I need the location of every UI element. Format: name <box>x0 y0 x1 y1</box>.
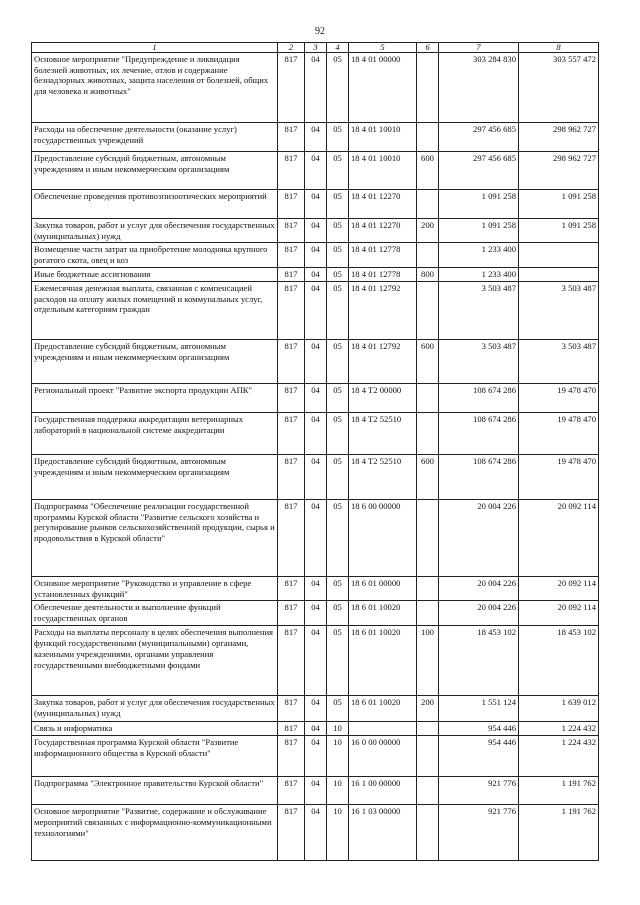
row-amount-year2: 3 503 487 <box>519 339 599 383</box>
row-section: 04 <box>305 576 327 600</box>
row-target-article: 18 6 01 10020 <box>349 601 417 626</box>
table-row <box>32 696 599 722</box>
row-grbs: 817 <box>278 267 305 281</box>
table-row <box>32 626 599 696</box>
row-target-article: 16 0 00 00000 <box>349 736 417 777</box>
budget-table <box>31 42 599 861</box>
row-name: Подпрограмма "Электронное правительство Курской области" <box>32 777 278 805</box>
row-amount-year2: 19 478 470 <box>519 383 599 412</box>
row-section: 04 <box>305 243 327 267</box>
table-row <box>32 777 599 805</box>
row-target-article: 18 4 01 12778 <box>349 243 417 267</box>
table-row <box>32 499 599 576</box>
row-amount-year2: 298 962 727 <box>519 123 599 152</box>
row-target-article: 18 4 01 12792 <box>349 339 417 383</box>
row-expense-type: 600 <box>417 152 439 190</box>
row-target-article: 16 1 03 00000 <box>349 805 417 861</box>
row-subsection: 10 <box>327 777 349 805</box>
row-grbs: 817 <box>278 805 305 861</box>
row-section: 04 <box>305 777 327 805</box>
row-target-article: 18 6 01 00000 <box>349 576 417 600</box>
row-amount-year1: 1 233 400 <box>439 243 519 267</box>
row-amount-year1: 1 233 400 <box>439 267 519 281</box>
row-target-article: 18 4 01 10010 <box>349 123 417 152</box>
row-subsection: 05 <box>327 696 349 722</box>
row-grbs: 817 <box>278 243 305 267</box>
row-target-article: 18 6 01 10020 <box>349 696 417 722</box>
table-row <box>32 722 599 736</box>
row-name: Связь и информатика <box>32 722 278 736</box>
table-row <box>32 412 599 454</box>
row-name: Предоставление субсидий бюджетным, автономным учреждениям и иным некоммерческим организациям <box>32 339 278 383</box>
row-grbs: 817 <box>278 123 305 152</box>
row-amount-year1: 108 674 286 <box>439 412 519 454</box>
row-expense-type: 100 <box>417 626 439 696</box>
row-expense-type <box>417 777 439 805</box>
row-amount-year2: 19 478 470 <box>519 454 599 499</box>
row-amount-year2: 1 191 762 <box>519 777 599 805</box>
row-name: Закупка товаров, работ и услуг для обеспечения государственных (муниципальных) нужд <box>32 696 278 722</box>
row-grbs: 817 <box>278 339 305 383</box>
row-amount-year2: 19 478 470 <box>519 412 599 454</box>
row-name: Закупка товаров, работ и услуг для обеспечения государственных (муниципальных) нужд <box>32 219 278 243</box>
row-amount-year1: 20 004 226 <box>439 499 519 576</box>
table-row <box>32 267 599 281</box>
row-grbs: 817 <box>278 736 305 777</box>
row-subsection: 05 <box>327 626 349 696</box>
row-subsection: 05 <box>327 281 349 339</box>
row-subsection: 10 <box>327 722 349 736</box>
row-section: 04 <box>305 736 327 777</box>
row-expense-type: 600 <box>417 454 439 499</box>
row-amount-year1: 921 776 <box>439 777 519 805</box>
row-amount-year1: 297 456 685 <box>439 123 519 152</box>
row-expense-type <box>417 412 439 454</box>
row-name: Подпрограмма "Обеспечение реализации государственной программы Курской области "Развитие сельского хозяйства и регулирование рынков сельскохозяйственной продукции, сырья и продовольствия в Курской области" <box>32 499 278 576</box>
row-amount-year2: 303 557 472 <box>519 53 599 123</box>
row-amount-year1: 20 004 226 <box>439 576 519 600</box>
row-amount-year2 <box>519 243 599 267</box>
row-expense-type <box>417 190 439 219</box>
row-amount-year1: 3 503 487 <box>439 281 519 339</box>
row-amount-year1: 18 453 102 <box>439 626 519 696</box>
table-row <box>32 454 599 499</box>
row-target-article: 18 4 T2 52510 <box>349 412 417 454</box>
row-section: 04 <box>305 722 327 736</box>
row-section: 04 <box>305 123 327 152</box>
row-section: 04 <box>305 190 327 219</box>
header-col-8: 8 <box>519 43 599 53</box>
row-target-article <box>349 722 417 736</box>
header-col-6: 6 <box>417 43 439 53</box>
row-section: 04 <box>305 339 327 383</box>
row-grbs: 817 <box>278 454 305 499</box>
row-amount-year1: 3 503 487 <box>439 339 519 383</box>
table-row <box>32 152 599 190</box>
table-row <box>32 243 599 267</box>
row-target-article: 18 4 01 12270 <box>349 219 417 243</box>
row-subsection: 10 <box>327 736 349 777</box>
row-name: Обеспечение проведения противоэпизоотических мероприятий <box>32 190 278 219</box>
row-section: 04 <box>305 281 327 339</box>
row-subsection: 05 <box>327 123 349 152</box>
row-amount-year2: 1 639 012 <box>519 696 599 722</box>
row-expense-type <box>417 805 439 861</box>
table-row <box>32 281 599 339</box>
row-amount-year1: 1 551 124 <box>439 696 519 722</box>
row-name: Основное мероприятие "Руководство и управление в сфере установленных функций" <box>32 576 278 600</box>
row-subsection: 10 <box>327 805 349 861</box>
row-amount-year2: 18 453 102 <box>519 626 599 696</box>
row-subsection: 05 <box>327 190 349 219</box>
row-subsection: 05 <box>327 339 349 383</box>
row-name: Возмещение части затрат на приобретение молодняка крупного рогатого скота, овец и коз <box>32 243 278 267</box>
row-expense-type <box>417 722 439 736</box>
row-grbs: 817 <box>278 722 305 736</box>
table-row <box>32 601 599 626</box>
row-name: Региональный проект "Развитие экспорта продукции АПК" <box>32 383 278 412</box>
row-section: 04 <box>305 499 327 576</box>
row-subsection: 05 <box>327 152 349 190</box>
row-amount-year2: 1 091 258 <box>519 219 599 243</box>
row-name: Иные бюджетные ассигнования <box>32 267 278 281</box>
row-amount-year1: 1 091 258 <box>439 190 519 219</box>
table-row <box>32 190 599 219</box>
header-col-7: 7 <box>439 43 519 53</box>
row-grbs: 817 <box>278 601 305 626</box>
row-amount-year1: 108 674 286 <box>439 454 519 499</box>
row-section: 04 <box>305 805 327 861</box>
row-section: 04 <box>305 601 327 626</box>
row-section: 04 <box>305 383 327 412</box>
row-expense-type <box>417 576 439 600</box>
row-expense-type <box>417 736 439 777</box>
row-name: Расходы на обеспечение деятельности (оказание услуг) государственных учреждений <box>32 123 278 152</box>
row-amount-year2: 20 092 114 <box>519 601 599 626</box>
page-number: 92 <box>315 26 325 37</box>
row-target-article: 18 4 T2 00000 <box>349 383 417 412</box>
row-name: Расходы на выплаты персоналу в целях обеспечения выполнения функций государственными (муниципальными) органами, казенными учреждениями, органами управления государственными внебюджетными фондами <box>32 626 278 696</box>
header-col-2: 2 <box>278 43 305 53</box>
table-row <box>32 339 599 383</box>
row-amount-year1: 303 284 830 <box>439 53 519 123</box>
row-name: Государственная программа Курской области "Развитие информационного общества в Курской области" <box>32 736 278 777</box>
row-grbs: 817 <box>278 499 305 576</box>
row-grbs: 817 <box>278 281 305 339</box>
row-subsection: 05 <box>327 243 349 267</box>
row-subsection: 05 <box>327 576 349 600</box>
row-subsection: 05 <box>327 219 349 243</box>
row-section: 04 <box>305 267 327 281</box>
row-name: Предоставление субсидий бюджетным, автономным учреждениям и иным некоммерческим организациям <box>32 454 278 499</box>
header-col-3: 3 <box>305 43 327 53</box>
row-grbs: 817 <box>278 190 305 219</box>
row-amount-year2: 1 224 432 <box>519 722 599 736</box>
header-col-5: 5 <box>349 43 417 53</box>
row-grbs: 817 <box>278 412 305 454</box>
row-name: Государственная поддержка аккредитации ветеринарных лабораторий в национальной системе аккредитации <box>32 412 278 454</box>
row-target-article: 18 4 T2 52510 <box>349 454 417 499</box>
row-target-article: 18 4 01 12778 <box>349 267 417 281</box>
row-expense-type <box>417 123 439 152</box>
row-name: Ежемесячная денежная выплата, связанная с компенсацией расходов на оплату жилых помещений и коммунальных услуг, отдельным категориям граждан <box>32 281 278 339</box>
row-target-article: 18 6 01 10020 <box>349 626 417 696</box>
table-row <box>32 805 599 861</box>
row-grbs: 817 <box>278 696 305 722</box>
row-amount-year1: 108 674 286 <box>439 383 519 412</box>
row-target-article: 18 4 01 00000 <box>349 53 417 123</box>
table-row <box>32 576 599 600</box>
row-amount-year1: 297 456 685 <box>439 152 519 190</box>
row-expense-type <box>417 601 439 626</box>
row-expense-type <box>417 281 439 339</box>
row-amount-year2: 3 503 487 <box>519 281 599 339</box>
row-subsection: 05 <box>327 412 349 454</box>
row-name: Предоставление субсидий бюджетным, автономным учреждениям и иным некоммерческим организациям <box>32 152 278 190</box>
row-section: 04 <box>305 626 327 696</box>
row-amount-year2: 20 092 114 <box>519 576 599 600</box>
row-grbs: 817 <box>278 53 305 123</box>
row-expense-type: 600 <box>417 339 439 383</box>
row-subsection: 05 <box>327 601 349 626</box>
row-expense-type: 800 <box>417 267 439 281</box>
row-target-article: 18 4 01 10010 <box>349 152 417 190</box>
row-expense-type: 200 <box>417 219 439 243</box>
row-amount-year1: 921 776 <box>439 805 519 861</box>
table-row <box>32 219 599 243</box>
row-name: Основное мероприятие "Развитие, содержание и обслуживание мероприятий связанных с информационно-коммуникационными технологиями" <box>32 805 278 861</box>
row-expense-type <box>417 383 439 412</box>
row-grbs: 817 <box>278 152 305 190</box>
row-subsection: 05 <box>327 454 349 499</box>
row-grbs: 817 <box>278 576 305 600</box>
row-target-article: 16 1 00 00000 <box>349 777 417 805</box>
row-subsection: 05 <box>327 267 349 281</box>
row-amount-year2: 298 962 727 <box>519 152 599 190</box>
row-grbs: 817 <box>278 777 305 805</box>
row-grbs: 817 <box>278 626 305 696</box>
row-amount-year2: 20 092 114 <box>519 499 599 576</box>
row-subsection: 05 <box>327 499 349 576</box>
row-name: Основное мероприятие "Предупреждение и ликвидация болезней животных, их лечение, отлов и содержание безнадзорных животных, защита населения от болезней, общих для человека и животных" <box>32 53 278 123</box>
row-amount-year1: 20 004 226 <box>439 601 519 626</box>
row-target-article: 18 4 01 12792 <box>349 281 417 339</box>
row-subsection: 05 <box>327 53 349 123</box>
row-amount-year2: 1 224 432 <box>519 736 599 777</box>
row-subsection: 05 <box>327 383 349 412</box>
row-grbs: 817 <box>278 219 305 243</box>
row-section: 04 <box>305 219 327 243</box>
header-col-1: 1 <box>32 43 278 53</box>
table-row <box>32 736 599 777</box>
row-expense-type: 200 <box>417 696 439 722</box>
header-col-4: 4 <box>327 43 349 53</box>
row-expense-type <box>417 53 439 123</box>
row-amount-year2 <box>519 267 599 281</box>
table-row <box>32 123 599 152</box>
row-section: 04 <box>305 412 327 454</box>
row-amount-year2: 1 091 258 <box>519 190 599 219</box>
row-grbs: 817 <box>278 383 305 412</box>
row-section: 04 <box>305 53 327 123</box>
row-target-article: 18 4 01 12270 <box>349 190 417 219</box>
row-section: 04 <box>305 454 327 499</box>
row-amount-year1: 954 446 <box>439 722 519 736</box>
row-amount-year1: 954 446 <box>439 736 519 777</box>
table-row <box>32 53 599 123</box>
header-row <box>32 43 599 53</box>
row-section: 04 <box>305 696 327 722</box>
row-expense-type <box>417 499 439 576</box>
row-target-article: 18 6 00 00000 <box>349 499 417 576</box>
row-name: Обеспечение деятельности и выполнение функций государственных органов <box>32 601 278 626</box>
row-section: 04 <box>305 152 327 190</box>
row-expense-type <box>417 243 439 267</box>
row-amount-year2: 1 191 762 <box>519 805 599 861</box>
row-amount-year1: 1 091 258 <box>439 219 519 243</box>
table-row <box>32 383 599 412</box>
